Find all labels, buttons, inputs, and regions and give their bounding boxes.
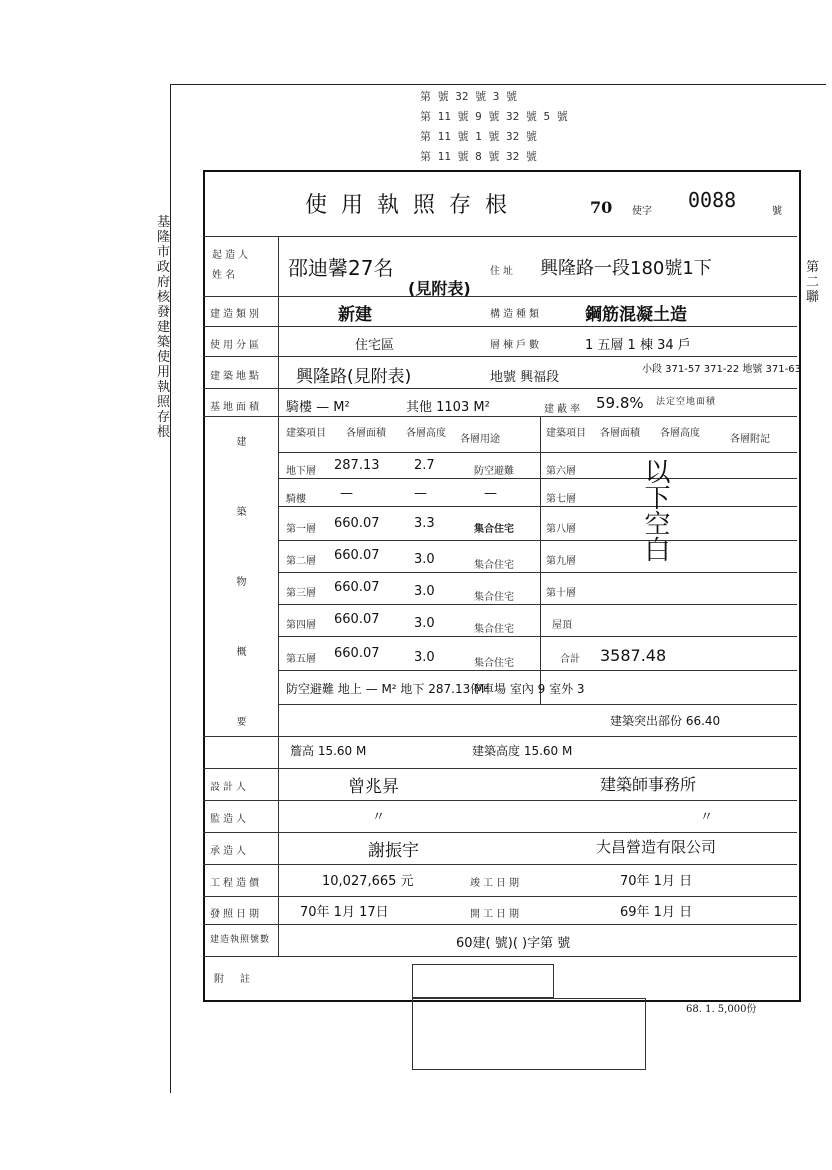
row-label: 第三層: [286, 588, 316, 599]
right-side-note: 第二聯: [806, 260, 820, 305]
supervisor-office: 〃: [700, 810, 714, 825]
issue-date-label: 發照日期: [210, 909, 262, 920]
row-use: 集合住宅: [474, 624, 514, 635]
remarks-label: 附註: [214, 974, 266, 985]
cost-label: 工程造價: [210, 878, 262, 889]
table-header: 各層高度: [406, 428, 446, 439]
legal-label: 法定空地面積: [656, 397, 717, 407]
start-date: 69年 1月 日: [620, 905, 693, 920]
permit-ref-label: 建造執照號數: [210, 935, 271, 945]
row-label-right: 合計: [560, 654, 580, 665]
row-total: 3587.48: [600, 646, 667, 665]
form-title: 使用執照存根: [305, 193, 522, 218]
stamp-line: 第 11 號 9 號 32 號 5 號: [420, 110, 568, 123]
row-height: 3.0: [414, 616, 435, 631]
area-arcade: 騎樓 — M²: [286, 400, 350, 415]
table-header: 各層用途: [460, 434, 500, 445]
floors-value: 1 五層 1 棟 34 戶: [585, 338, 691, 353]
row-label-right: 第十層: [546, 588, 576, 599]
row-area: 660.07: [334, 580, 380, 595]
number-word: 使字: [632, 206, 652, 217]
completion-value: 70年 1月 日: [620, 874, 693, 889]
coverage-value: 59.8%: [596, 394, 644, 412]
table-header: 各層高度: [660, 428, 700, 439]
row-label: 第五層: [286, 654, 316, 665]
row-height: 3.0: [414, 552, 435, 567]
left-side-note: 基隆市政府核發建築使用執照存根: [157, 215, 171, 440]
owner-address-label: 住址: [490, 266, 516, 277]
row-use: 集合住宅: [474, 658, 514, 669]
row-label: 地下層: [286, 466, 316, 477]
permit-number: 0088: [688, 188, 737, 212]
location-lot: 地號 興福段: [490, 370, 560, 385]
designer-label: 設計人: [210, 782, 249, 793]
contractor-name: 謝振宇: [368, 841, 419, 861]
designer-name: 曾兆昇: [348, 777, 399, 797]
row-use: —: [484, 486, 497, 501]
seal-stamp: [412, 998, 646, 1070]
print-code: 68. 1. 5,000份: [686, 1004, 757, 1015]
parking: 停車場 室內 9 室外 3: [470, 682, 585, 696]
table-remarks-header: 各層附記: [730, 434, 770, 445]
owner-name-note: (見附表): [408, 279, 471, 298]
row-area: 660.07: [334, 516, 380, 531]
row-label: 騎樓: [286, 494, 306, 505]
start-date-label: 開工日期: [470, 909, 522, 920]
row-use: 防空避難: [474, 466, 514, 477]
table-header: 各層面積: [600, 428, 640, 439]
zoning-value: 住宅區: [355, 338, 395, 353]
row-label-right: 第八層: [546, 524, 576, 535]
completion-label: 竣工日期: [470, 878, 522, 889]
area-other: 其他 1103 M²: [406, 400, 490, 415]
stamp-line: 第 11 號 1 號 32 號: [420, 130, 537, 143]
row-label: 第二層: [286, 556, 316, 567]
number-prefix: 70: [590, 198, 613, 217]
contractor-firm: 大昌營造有限公司: [596, 838, 717, 856]
permit-ref-value: 60建( 號)( )字第 號: [456, 936, 571, 951]
row-height: 3.0: [414, 650, 435, 665]
supervisor-name: 〃: [372, 810, 386, 825]
owner-name: 邵迪馨27名: [288, 256, 394, 280]
row-label-right: 第九層: [546, 556, 576, 567]
supervisor-label: 監造人: [210, 814, 249, 825]
row-use: 集合住宅: [474, 592, 514, 603]
area-label: 基地面積: [210, 402, 262, 413]
summary-section-label: 建築物概要: [234, 436, 245, 786]
stamp-line: 第 11 號 8 號 32 號: [420, 150, 537, 163]
row-height: 3.0: [414, 584, 435, 599]
contractor-label: 承造人: [210, 846, 249, 857]
building-height: 建築高度 15.60 M: [472, 744, 573, 758]
table-header: 各層面積: [346, 428, 386, 439]
owner-label: 起造人: [212, 250, 251, 261]
owner-address: 興隆路一段180號1下: [540, 258, 712, 279]
location-value: 興隆路(見附表): [296, 367, 412, 387]
row-area: 287.13: [334, 458, 380, 473]
civil-defense: 防空避難 地上 — M² 地下 287.13 M²: [286, 682, 490, 696]
eave-height: 簷高 15.60 M: [290, 744, 367, 758]
blank-below-note: 以下空白: [640, 458, 670, 562]
row-area: —: [340, 486, 353, 501]
row-height: 3.3: [414, 516, 435, 531]
protrusion: 建築突出部份 66.40: [610, 714, 721, 728]
structure-value: 鋼筋混凝土造: [585, 305, 687, 325]
row-label-right: 第七層: [546, 494, 576, 505]
table-header: 建築項目: [546, 428, 586, 439]
category-value: 新建: [338, 305, 372, 325]
number-suffix: 號: [772, 206, 782, 217]
row-label-right: 第六層: [546, 466, 576, 477]
designer-office: 建築師事務所: [600, 775, 697, 794]
row-use: 集合住宅: [474, 524, 514, 535]
row-height: 2.7: [414, 458, 435, 473]
stamp-line: 第 號 32 號 3 號: [420, 90, 517, 103]
lot-numbers: 小段 371-57 371-22 地號 371-63: [642, 364, 801, 375]
coverage-label: 建蔽率: [544, 404, 583, 415]
structure-label: 構造種類: [490, 309, 542, 320]
zoning-label: 使用分區: [210, 340, 262, 351]
location-label: 建築地點: [210, 371, 262, 382]
office-stamp: [412, 964, 554, 998]
row-area: 660.07: [334, 612, 380, 627]
row-label: 第一層: [286, 524, 316, 535]
cost-value: 10,027,665 元: [322, 874, 414, 889]
row-label-right: 屋頂: [552, 620, 572, 631]
table-header: 建築項目: [286, 428, 326, 439]
row-area: 660.07: [334, 548, 380, 563]
owner-name-label: 姓名: [212, 270, 238, 281]
row-height: —: [414, 486, 427, 501]
category-label: 建造類別: [210, 309, 262, 320]
row-use: 集合住宅: [474, 560, 514, 571]
row-area: 660.07: [334, 646, 380, 661]
row-label: 第四層: [286, 620, 316, 631]
floors-label: 層棟戶數: [490, 340, 542, 351]
issue-date: 70年 1月 17日: [300, 905, 389, 920]
